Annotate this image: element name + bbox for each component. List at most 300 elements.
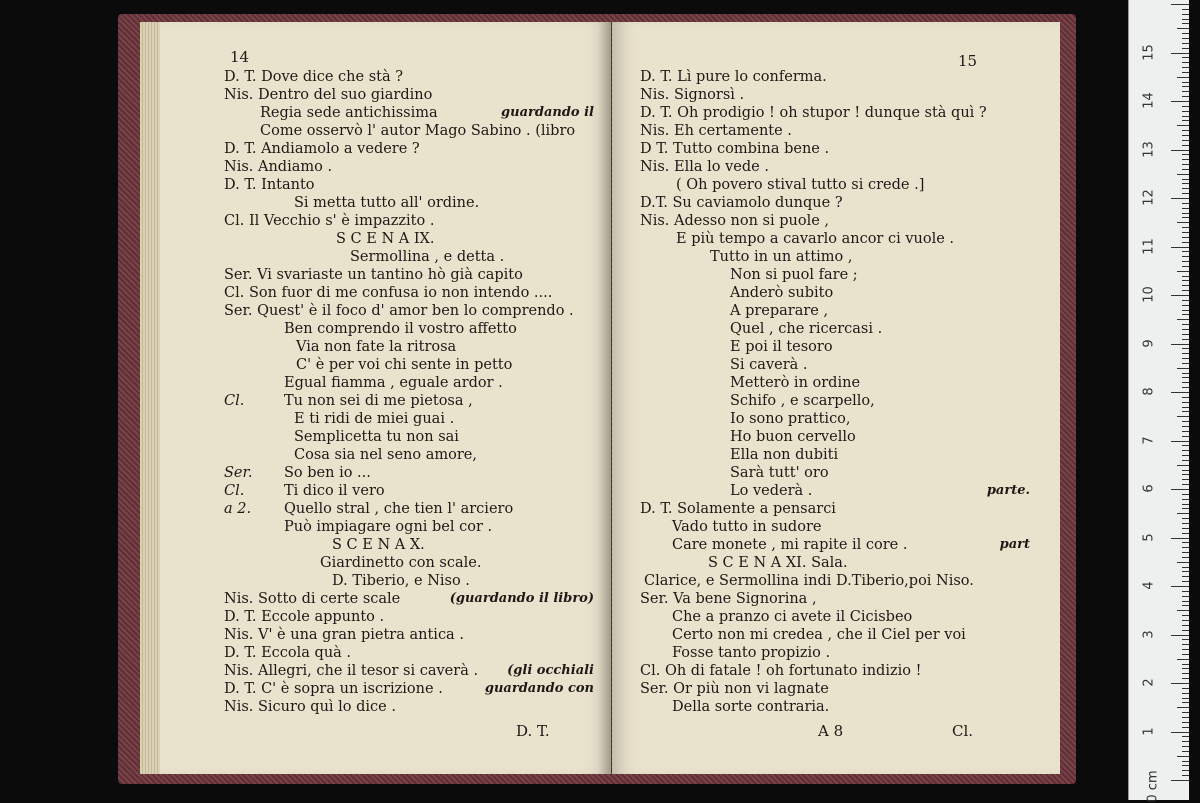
text-line bbox=[640, 698, 1030, 716]
line-text: Clarice, e Sermollina indi D.Tiberio,poi Niso. bbox=[644, 573, 974, 589]
ruler-tick bbox=[1177, 125, 1189, 126]
ruler-tick bbox=[1182, 208, 1189, 209]
text-line bbox=[224, 662, 594, 680]
ruler-label: 13 bbox=[1141, 140, 1157, 158]
ruler-tick bbox=[1182, 111, 1189, 112]
ruler-label: 1 bbox=[1141, 726, 1157, 736]
ruler-tick bbox=[1182, 116, 1189, 117]
ruler-tick bbox=[1182, 639, 1189, 640]
line-text: Ella non dubiti bbox=[730, 447, 839, 463]
text-line bbox=[640, 482, 1030, 500]
ruler-tick bbox=[1182, 712, 1189, 713]
ruler-tick bbox=[1182, 227, 1189, 228]
line-text: E ti ridi de miei guai . bbox=[294, 411, 455, 427]
text-line bbox=[224, 158, 594, 176]
text-line bbox=[640, 554, 1030, 572]
ruler-tick bbox=[1182, 717, 1189, 718]
text-line bbox=[640, 86, 1030, 104]
text-line bbox=[224, 302, 594, 320]
ruler-tick bbox=[1182, 19, 1189, 20]
line-text: Nis. Andiamo . bbox=[224, 159, 333, 175]
ruler-tick bbox=[1182, 775, 1189, 776]
text-line bbox=[640, 176, 1030, 194]
ruler-label: 4 bbox=[1141, 581, 1157, 590]
line-text: Nis. Adesso non si puole , bbox=[640, 213, 830, 229]
ruler-tick bbox=[1182, 455, 1189, 456]
ruler-tick bbox=[1182, 276, 1189, 277]
line-text: Egual fiamma , eguale ardor . bbox=[284, 375, 503, 391]
ruler-tick bbox=[1171, 441, 1189, 442]
ruler-tick bbox=[1182, 698, 1189, 699]
line-text: C' è per voi chi sente in petto bbox=[296, 357, 513, 373]
ruler-tick bbox=[1171, 295, 1189, 296]
text-line bbox=[640, 446, 1030, 464]
ruler-tick bbox=[1182, 91, 1189, 92]
page-number: 15 bbox=[958, 52, 978, 70]
ruler-tick bbox=[1182, 547, 1189, 548]
ruler-tick bbox=[1182, 523, 1189, 524]
ruler-tick bbox=[1182, 508, 1189, 509]
speaker-label: a 2. bbox=[224, 501, 252, 517]
text-lines bbox=[640, 68, 1030, 716]
ruler-tick bbox=[1182, 649, 1189, 650]
text-line bbox=[224, 86, 594, 104]
ruler-label: 9 bbox=[1141, 338, 1157, 348]
ruler-tick bbox=[1182, 397, 1189, 398]
ruler-tick bbox=[1182, 581, 1189, 582]
ruler-tick bbox=[1182, 576, 1189, 577]
ruler-tick bbox=[1171, 635, 1189, 636]
ruler-tick bbox=[1182, 688, 1189, 689]
ruler-tick bbox=[1177, 368, 1189, 369]
text-line bbox=[224, 428, 594, 446]
line-text: S C E N A X. bbox=[332, 537, 425, 553]
ruler-tick bbox=[1182, 266, 1189, 267]
ruler-tick bbox=[1182, 358, 1189, 359]
ruler-tick bbox=[1182, 324, 1189, 325]
line-text: Nis. Ella lo vede . bbox=[640, 159, 769, 175]
text-line bbox=[224, 320, 594, 338]
line-text: D.T. Su caviamolo dunque ? bbox=[640, 195, 843, 211]
ruler-tick bbox=[1182, 373, 1189, 374]
text-line bbox=[640, 320, 1030, 338]
ruler-tick bbox=[1182, 552, 1189, 553]
line-text: Nis. Signorsì . bbox=[640, 87, 745, 103]
speaker-label: Cl. bbox=[224, 483, 245, 499]
ruler-tick bbox=[1182, 678, 1189, 679]
text-line bbox=[640, 572, 1030, 590]
ruler-tick bbox=[1182, 436, 1189, 437]
ruler-tick bbox=[1182, 479, 1189, 480]
line-text: Nis. Sotto di certe scale bbox=[224, 591, 401, 607]
ruler-tick bbox=[1182, 377, 1189, 378]
line-text: Ho buon cervello bbox=[730, 429, 856, 445]
ruler-tick bbox=[1177, 77, 1189, 78]
ruler-tick bbox=[1182, 251, 1189, 252]
ruler-tick bbox=[1182, 741, 1189, 742]
catchword: Cl. bbox=[952, 722, 974, 740]
line-text: D. T. Eccole appunto . bbox=[224, 609, 385, 625]
ruler-tick bbox=[1177, 707, 1189, 708]
ruler-tick bbox=[1182, 57, 1189, 58]
line-text: E poi il tesoro bbox=[730, 339, 833, 355]
text-line bbox=[640, 68, 1030, 86]
line-text: Giardinetto con scale. bbox=[320, 555, 482, 571]
ruler-tick bbox=[1182, 557, 1189, 558]
ruler-tick bbox=[1182, 256, 1189, 257]
ruler-label: 3 bbox=[1141, 629, 1157, 639]
line-text: Tu non sei di me pietosa , bbox=[284, 393, 473, 409]
ruler-tick bbox=[1182, 188, 1189, 189]
ruler-tick bbox=[1182, 625, 1189, 626]
ruler-tick bbox=[1182, 528, 1189, 529]
ruler-tick bbox=[1182, 499, 1189, 500]
ruler-tick bbox=[1177, 319, 1189, 320]
catchword: D. T. bbox=[516, 722, 550, 740]
line-text: Cl. Oh di fatale ! oh fortunato indizio ! bbox=[640, 663, 922, 679]
line-text: D. T. Eccola quà . bbox=[224, 645, 352, 661]
ruler-tick bbox=[1182, 9, 1189, 10]
ruler-tick bbox=[1171, 732, 1189, 733]
ruler-label: 5 bbox=[1141, 532, 1157, 542]
line-text: Cosa sia nel seno amore, bbox=[294, 447, 477, 463]
line-text: D. T. Lì pure lo conferma. bbox=[640, 69, 827, 85]
text-line bbox=[224, 464, 594, 482]
signature-mark: A 8 bbox=[818, 722, 844, 740]
text-line bbox=[224, 140, 594, 158]
ruler-tick bbox=[1182, 431, 1189, 432]
text-line bbox=[640, 536, 1030, 554]
text-line bbox=[224, 266, 594, 284]
text-line bbox=[640, 212, 1030, 230]
ruler-tick bbox=[1182, 746, 1189, 747]
line-text: Può impiagare ogni bel cor . bbox=[284, 519, 493, 535]
ruler-tick bbox=[1182, 702, 1189, 703]
ruler-tick bbox=[1182, 382, 1189, 383]
text-line bbox=[224, 680, 594, 698]
ruler-tick bbox=[1182, 38, 1189, 39]
ruler-tick bbox=[1182, 135, 1189, 136]
ruler-tick bbox=[1182, 474, 1189, 475]
text-line bbox=[640, 680, 1030, 698]
ruler-tick bbox=[1182, 62, 1189, 63]
ruler-tick bbox=[1182, 305, 1189, 306]
text-line bbox=[640, 410, 1030, 428]
text-line bbox=[640, 464, 1030, 482]
text-line bbox=[640, 644, 1030, 662]
ruler-tick bbox=[1171, 538, 1189, 539]
ruler-tick bbox=[1182, 450, 1189, 451]
ruler-tick bbox=[1177, 174, 1189, 175]
line-text: Care monete , mi rapite il core . bbox=[672, 537, 908, 553]
text-line bbox=[224, 446, 594, 464]
stage-direction: guardando il bbox=[501, 105, 594, 120]
line-text: Si metta tutto all' ordine. bbox=[294, 195, 480, 211]
speaker-label: Ser. bbox=[224, 465, 253, 481]
ruler-label: 8 bbox=[1141, 387, 1157, 396]
ruler-tick bbox=[1182, 339, 1189, 340]
ruler-tick bbox=[1182, 571, 1189, 572]
ruler-tick bbox=[1171, 198, 1189, 199]
text-line bbox=[640, 392, 1030, 410]
ruler-tick bbox=[1177, 513, 1189, 514]
ruler-label: 11 bbox=[1141, 237, 1157, 255]
line-text: Semplicetta tu non sai bbox=[294, 429, 459, 445]
ruler-tick bbox=[1171, 150, 1189, 151]
line-text: Fosse tanto propizio . bbox=[672, 645, 831, 661]
line-text: Nis. V' è una gran pietra antica . bbox=[224, 627, 464, 643]
line-text: ( Oh povero stival tutto si crede .] bbox=[676, 177, 925, 193]
line-text: Come osservò l' autor Mago Sabino . (libro bbox=[260, 123, 576, 139]
line-text: Cl. Il Vecchio s' è impazzito . bbox=[224, 213, 435, 229]
text-line bbox=[640, 518, 1030, 536]
ruler-tick bbox=[1177, 465, 1189, 466]
ruler-tick bbox=[1171, 344, 1189, 345]
stage-direction: part bbox=[999, 537, 1030, 552]
text-line bbox=[640, 374, 1030, 392]
ruler-tick bbox=[1182, 644, 1189, 645]
text-line bbox=[640, 194, 1030, 212]
line-text: Lo vederà . bbox=[730, 483, 813, 499]
text-line bbox=[224, 194, 594, 212]
ruler-tick bbox=[1182, 542, 1189, 543]
line-text: D. T. C' è sopra un iscrizione . bbox=[224, 681, 443, 697]
text-line bbox=[640, 608, 1030, 626]
ruler-label: 10 bbox=[1141, 286, 1157, 303]
line-text: Quello stral , che tien l' arciero bbox=[284, 501, 514, 517]
ruler-tick bbox=[1182, 67, 1189, 68]
ruler-label: 15 bbox=[1141, 43, 1157, 61]
text-line bbox=[224, 536, 594, 554]
text-line bbox=[640, 500, 1030, 518]
line-text: Ser. Vi svariaste un tantino hò già capito bbox=[224, 267, 523, 283]
text-line bbox=[224, 644, 594, 662]
ruler-tick bbox=[1182, 620, 1189, 621]
text-line bbox=[224, 104, 594, 122]
ruler-tick bbox=[1177, 271, 1189, 272]
line-text: Vado tutto in sudore bbox=[672, 519, 822, 535]
ruler-label: 7 bbox=[1141, 435, 1157, 445]
stage-direction: parte. bbox=[986, 483, 1030, 498]
line-text: Sarà tutt' oro bbox=[730, 465, 829, 481]
right-page bbox=[612, 22, 1060, 774]
line-text: Ser. Va bene Signorina , bbox=[640, 591, 817, 607]
line-text: Cl. Son fuor di me confusa io non intendo .... bbox=[224, 285, 553, 301]
line-text: E più tempo a cavarlo ancor ci vuole . bbox=[676, 231, 955, 247]
left-page bbox=[160, 22, 611, 774]
text-line bbox=[640, 158, 1030, 176]
text-line bbox=[640, 248, 1030, 266]
text-line bbox=[224, 590, 594, 608]
line-text: A preparare , bbox=[730, 303, 829, 319]
line-text: Io sono prattico, bbox=[730, 411, 851, 427]
ruler-tick bbox=[1182, 533, 1189, 534]
ruler-tick bbox=[1182, 402, 1189, 403]
stage-direction: (guardando il libro) bbox=[449, 591, 594, 606]
ruler-tick bbox=[1177, 222, 1189, 223]
ruler-tick bbox=[1182, 217, 1189, 218]
text-line bbox=[224, 356, 594, 374]
ruler-tick bbox=[1182, 693, 1189, 694]
ruler-tick bbox=[1182, 470, 1189, 471]
ruler-tick bbox=[1171, 392, 1189, 393]
ruler-tick bbox=[1182, 727, 1189, 728]
line-text: Nis. Allegri, che il tesor si caverà . bbox=[224, 663, 479, 679]
ruler-tick bbox=[1182, 765, 1189, 766]
line-text: Regia sede antichissima bbox=[260, 105, 438, 121]
ruler-tick bbox=[1182, 86, 1189, 87]
ruler-tick bbox=[1182, 426, 1189, 427]
ruler-tick bbox=[1182, 23, 1189, 24]
ruler-tick bbox=[1182, 140, 1189, 141]
line-text: Quel , che ricercasi . bbox=[730, 321, 883, 337]
text-line bbox=[640, 590, 1030, 608]
ruler-tick bbox=[1182, 668, 1189, 669]
line-text: S C E N A IX. bbox=[336, 231, 435, 247]
text-line bbox=[224, 68, 594, 86]
text-line bbox=[224, 230, 594, 248]
ruler-tick bbox=[1182, 169, 1189, 170]
page-number: 14 bbox=[230, 48, 250, 66]
ruler-tick bbox=[1182, 329, 1189, 330]
ruler-tick bbox=[1182, 334, 1189, 335]
text-line bbox=[640, 140, 1030, 158]
line-text: Non si puol fare ; bbox=[730, 267, 858, 283]
ruler-tick bbox=[1182, 673, 1189, 674]
line-text: So ben io ... bbox=[284, 465, 371, 481]
ruler-tick bbox=[1182, 261, 1189, 262]
ruler-tick bbox=[1182, 242, 1189, 243]
ruler-label: 14 bbox=[1141, 92, 1157, 109]
ruler-tick bbox=[1182, 48, 1189, 49]
ruler-tick bbox=[1182, 159, 1189, 160]
ruler-tick bbox=[1182, 232, 1189, 233]
measurement-ruler bbox=[1128, 0, 1189, 803]
ruler-tick bbox=[1182, 14, 1189, 15]
ruler-tick bbox=[1182, 722, 1189, 723]
line-text: Anderò subito bbox=[730, 285, 834, 301]
ruler-tick bbox=[1171, 101, 1189, 102]
ruler-tick bbox=[1177, 756, 1189, 757]
text-line bbox=[224, 698, 594, 716]
text-line bbox=[224, 248, 594, 266]
line-text: Certo non mi credea , che il Ciel per voi bbox=[672, 627, 966, 643]
line-text: Metterò in ordine bbox=[730, 375, 861, 391]
stage-direction: guardando con bbox=[484, 681, 594, 696]
line-text: Ser. Or più non vi lagnate bbox=[640, 681, 829, 697]
text-line bbox=[640, 284, 1030, 302]
ruler-tick bbox=[1177, 416, 1189, 417]
text-line bbox=[224, 176, 594, 194]
ruler-tick bbox=[1182, 518, 1189, 519]
text-line bbox=[640, 626, 1030, 644]
ruler-tick bbox=[1171, 683, 1189, 684]
ruler-tick bbox=[1182, 179, 1189, 180]
line-text: Ti dico il vero bbox=[284, 483, 385, 499]
ruler-tick bbox=[1182, 314, 1189, 315]
text-line bbox=[224, 518, 594, 536]
ruler-tick bbox=[1182, 615, 1189, 616]
line-text: Che a pranzo ci avete il Cicisbeo bbox=[672, 609, 913, 625]
line-text: Ben comprendo il vostro affetto bbox=[284, 321, 517, 337]
line-text: D. T. Andiamolo a vedere ? bbox=[224, 141, 420, 157]
ruler-tick bbox=[1182, 33, 1189, 34]
line-text: D. T. Oh prodigio ! oh stupor ! dunque stà quì ? bbox=[640, 105, 987, 121]
ruler-tick bbox=[1182, 460, 1189, 461]
ruler-tick bbox=[1182, 601, 1189, 602]
ruler-tick bbox=[1182, 630, 1189, 631]
ruler-tick bbox=[1182, 300, 1189, 301]
line-text: Si caverà . bbox=[730, 357, 808, 373]
text-line bbox=[224, 338, 594, 356]
ruler-tick bbox=[1182, 664, 1189, 665]
line-text: D. T. Intanto bbox=[224, 177, 315, 193]
ruler-tick bbox=[1182, 193, 1189, 194]
text-line bbox=[640, 230, 1030, 248]
ruler-tick bbox=[1182, 761, 1189, 762]
text-line bbox=[640, 302, 1030, 320]
ruler-tick bbox=[1182, 363, 1189, 364]
ruler-tick bbox=[1182, 591, 1189, 592]
ruler-tick bbox=[1171, 586, 1189, 587]
ruler-tick bbox=[1171, 4, 1189, 5]
text-lines bbox=[224, 68, 594, 716]
ruler-tick bbox=[1182, 145, 1189, 146]
ruler-tick bbox=[1182, 421, 1189, 422]
line-text: D T. Tutto combina bene . bbox=[640, 141, 830, 157]
ruler-tick bbox=[1182, 770, 1189, 771]
ruler-tick bbox=[1182, 237, 1189, 238]
text-line bbox=[640, 122, 1030, 140]
ruler-unit: 0 cm bbox=[1145, 770, 1161, 803]
text-line bbox=[640, 428, 1030, 446]
ruler-tick bbox=[1182, 411, 1189, 412]
line-text: Via non fate la ritrosa bbox=[296, 339, 457, 355]
text-line bbox=[224, 554, 594, 572]
ruler-tick bbox=[1182, 751, 1189, 752]
ruler-tick bbox=[1182, 736, 1189, 737]
text-line bbox=[224, 374, 594, 392]
text-line bbox=[640, 662, 1030, 680]
line-text: D. T. Solamente a pensarci bbox=[640, 501, 836, 517]
line-text: D. T. Dove dice che stà ? bbox=[224, 69, 403, 85]
line-text: Schifo , e scarpello, bbox=[730, 393, 875, 409]
ruler-tick bbox=[1171, 247, 1189, 248]
ruler-tick bbox=[1182, 106, 1189, 107]
line-text: S C E N A XI. Sala. bbox=[708, 555, 848, 571]
line-text: Sermollina , e detta . bbox=[350, 249, 505, 265]
ruler-tick bbox=[1182, 72, 1189, 73]
ruler-tick bbox=[1182, 43, 1189, 44]
ruler-tick bbox=[1182, 387, 1189, 388]
text-line bbox=[224, 608, 594, 626]
speaker-label: Cl. bbox=[224, 393, 245, 409]
ruler-tick bbox=[1182, 494, 1189, 495]
ruler-label: 2 bbox=[1141, 678, 1157, 687]
line-text: Nis. Dentro del suo giardino bbox=[224, 87, 433, 103]
ruler-tick bbox=[1182, 504, 1189, 505]
ruler-tick bbox=[1182, 567, 1189, 568]
text-line bbox=[640, 266, 1030, 284]
ruler-tick bbox=[1182, 183, 1189, 184]
ruler-tick bbox=[1177, 659, 1189, 660]
ruler-tick bbox=[1182, 213, 1189, 214]
ruler-tick bbox=[1182, 130, 1189, 131]
ruler-tick bbox=[1171, 489, 1189, 490]
ruler-tick bbox=[1182, 164, 1189, 165]
line-text: D. Tiberio, e Niso . bbox=[332, 573, 470, 589]
page-edges bbox=[140, 22, 162, 774]
